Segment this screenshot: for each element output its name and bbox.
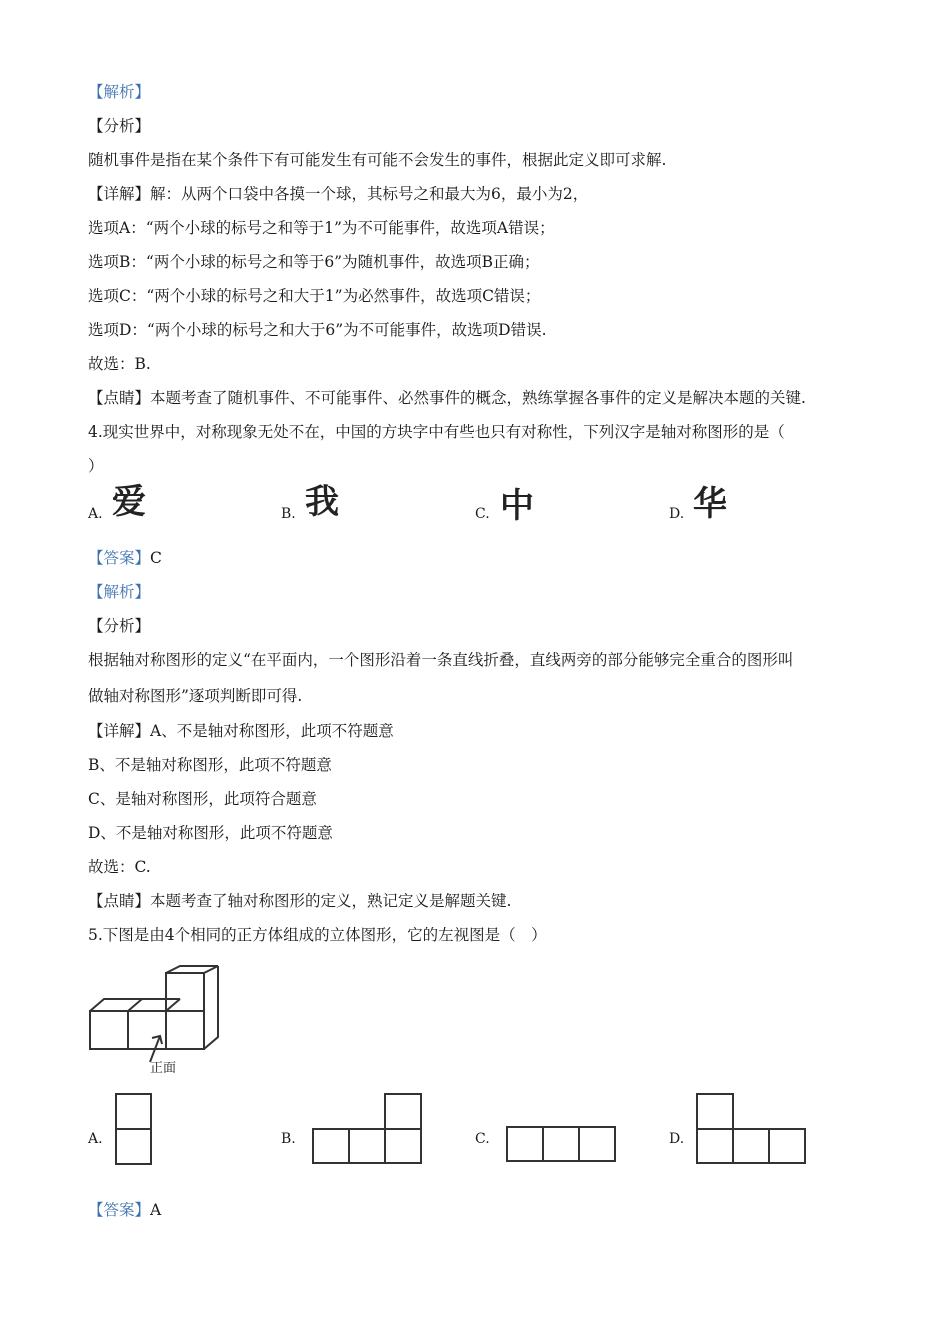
q5-option-c-letter: C. xyxy=(475,1131,490,1147)
view-b-square-2 xyxy=(349,1129,385,1163)
q4-choose-text: 故选：C. xyxy=(88,858,151,876)
view-b-square-1 xyxy=(313,1129,349,1163)
q4-detail-c-text: C、是轴对称图形，此项符合题意 xyxy=(88,790,317,808)
q4-detail-d-text: D、不是轴对称图形，此项不符题意 xyxy=(88,824,333,842)
q4-option-b-char: 我 xyxy=(305,482,339,522)
q3-option-b-text: 选项B：“两个小球的标号之和等于6”为随机事件，故选项B正确； xyxy=(88,253,540,271)
q5-option-c-figure xyxy=(506,1126,618,1166)
q5-answer-tag: 【答案】 xyxy=(88,1201,151,1219)
q5-option-d-figure xyxy=(696,1093,808,1165)
q4-answer-value: C xyxy=(150,549,162,567)
q3-option-a-text: 选项A：“两个小球的标号之和等于1”为不可能事件，故选项A错误； xyxy=(88,219,555,237)
q3-choose-text: 故选：B. xyxy=(88,355,151,373)
q3-detail-text: 【详解】解：从两个口袋中各摸一个球，其标号之和最大为6，最小为2， xyxy=(88,185,589,203)
q4-option-a-char: 爱 xyxy=(112,482,146,522)
q3-fenxi-heading: 【分析】 xyxy=(88,117,151,135)
q4-stem-line1: 4.现实世界中，对称现象无处不在，中国的方块字中有些也只有对称性，下列汉字是轴对称图形的是（ xyxy=(88,423,785,441)
cube-top-top-face xyxy=(166,966,218,973)
view-b-square-3 xyxy=(385,1129,421,1163)
q4-answer-line xyxy=(88,548,162,568)
view-d-square-3 xyxy=(769,1129,805,1163)
view-d-square-1 xyxy=(697,1129,733,1163)
q3-option-d-text: 选项D：“两个小球的标号之和大于6”为不可能事件，故选项D错误. xyxy=(88,321,547,339)
q5-cube-figure xyxy=(90,966,230,1076)
view-c-square-2 xyxy=(543,1127,579,1161)
q5-option-a-figure xyxy=(115,1093,155,1165)
q3-comment-text: 【点睛】本题考查了随机事件、不可能事件、必然事件的概念，熟练掌握各事件的定义是解决本题的关键. xyxy=(88,389,806,407)
q4-option-b-letter: B. xyxy=(281,506,296,522)
q4-detail-tag: 【详解】 xyxy=(88,722,151,740)
q3-option-c-text: 选项C：“两个小球的标号之和大于1”为必然事件，故选项C错误； xyxy=(88,287,541,305)
q5-option-b-letter: B. xyxy=(281,1131,296,1147)
q4-analysis-line2: 做轴对称图形”逐项判断即可得. xyxy=(88,687,303,705)
cube-front-1 xyxy=(90,1011,128,1049)
q4-option-d-letter: D. xyxy=(669,506,685,522)
q5-answer-line xyxy=(88,1200,161,1220)
view-a-square-top xyxy=(116,1094,151,1129)
cube-front-2 xyxy=(128,1011,166,1049)
cube-top-divider-1 xyxy=(128,999,142,1011)
cube-front-3 xyxy=(166,1011,204,1049)
q4-option-c-char: 中 xyxy=(500,486,534,526)
q4-option-c-letter: C. xyxy=(475,506,490,522)
q4-option-a-letter: A. xyxy=(88,506,103,522)
q5-option-d-letter: D. xyxy=(669,1131,685,1147)
q4-fenxi-heading: 【分析】 xyxy=(88,617,151,635)
view-c-square-3 xyxy=(579,1127,615,1161)
q4-comment-text: 【点睛】本题考查了轴对称图形的定义，熟记定义是解题关键. xyxy=(88,892,512,910)
q5-option-b-figure xyxy=(312,1093,424,1165)
q4-jiexi-heading: 【解析】 xyxy=(88,583,151,601)
cube-right-side xyxy=(204,966,218,1049)
q4-answer-tag: 【答案】 xyxy=(88,549,151,567)
q4-option-d-char: 华 xyxy=(693,484,727,524)
q5-answer-value: A xyxy=(150,1201,162,1219)
view-d-square-top xyxy=(697,1094,733,1129)
q5-stem: 5.下图是由4个相同的正方体组成的立体图形，它的左视图是（ ） xyxy=(88,926,547,944)
cube-top-divider-2 xyxy=(166,999,180,1011)
view-d-square-2 xyxy=(733,1129,769,1163)
q4-detail-b-text: B、不是轴对称图形，此项不符题意 xyxy=(88,756,332,774)
q4-detail-a-text: A、不是轴对称图形，此项不符题意 xyxy=(150,722,394,740)
view-a-square-bottom xyxy=(116,1129,151,1164)
q3-analysis-text: 随机事件是指在某个条件下有可能发生有可能不会发生的事件，根据此定义即可求解. xyxy=(88,151,667,169)
q5-option-a-letter: A. xyxy=(88,1131,103,1147)
view-c-square-1 xyxy=(507,1127,543,1161)
q3-jiexi-heading: 【解析】 xyxy=(88,83,151,101)
q4-detail-a-line xyxy=(88,721,394,741)
q4-analysis-line1: 根据轴对称图形的定义“在平面内，一个图形沿着一条直线折叠，直线两旁的部分能够完全重合的图形叫 xyxy=(88,651,794,669)
view-b-square-top xyxy=(385,1094,421,1129)
front-label: 正面 xyxy=(150,1061,177,1076)
q4-stem-line2: ） xyxy=(88,457,104,475)
